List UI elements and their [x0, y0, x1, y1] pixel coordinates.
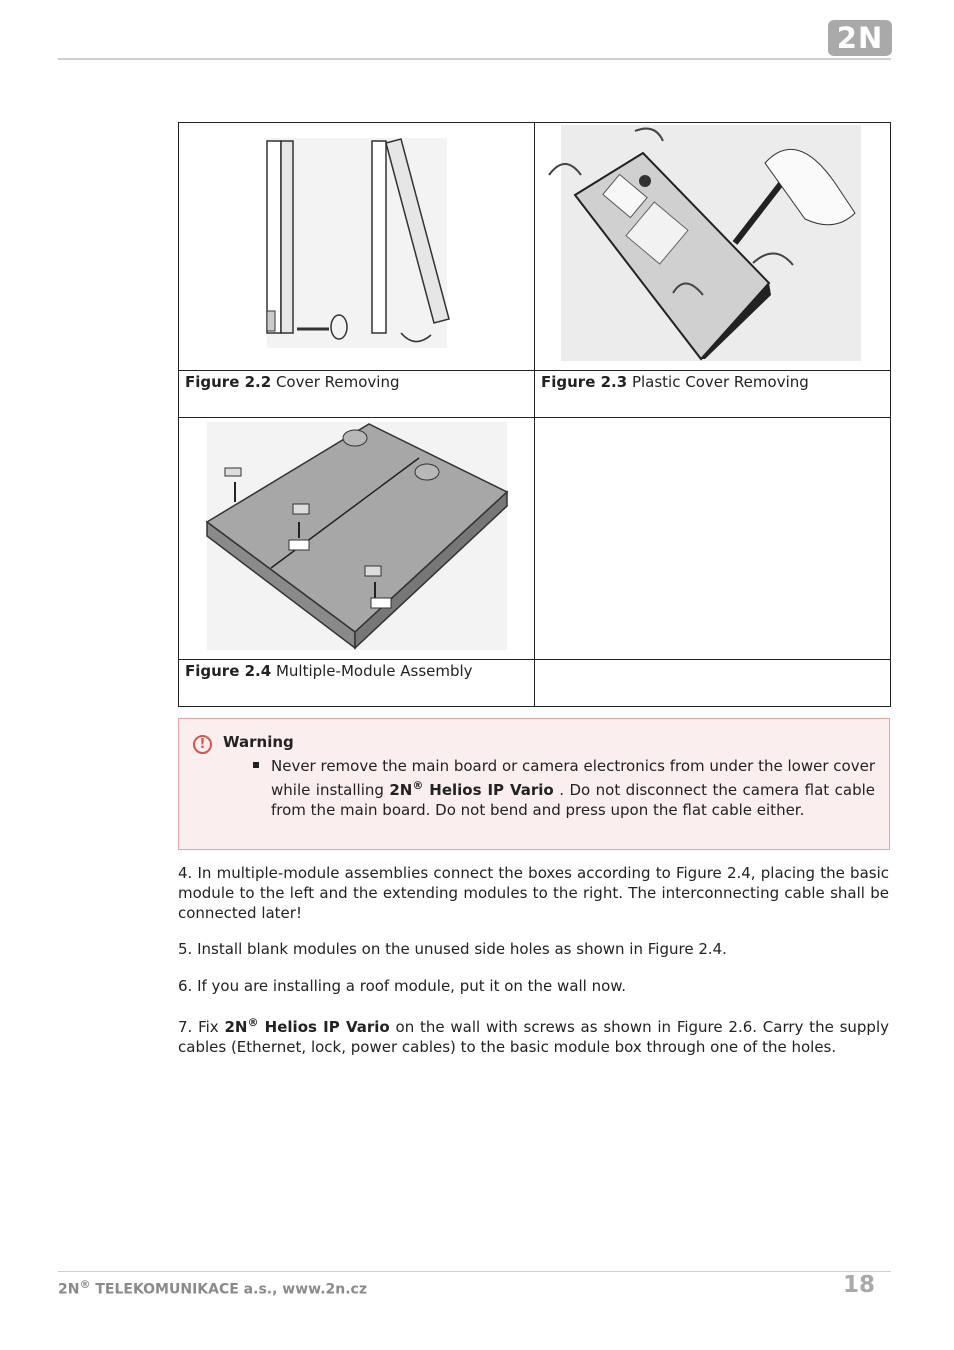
footer-company: 2N® TELEKOMUNIKACE a.s., www.2n.cz — [58, 1278, 367, 1298]
figures-table — [178, 122, 891, 707]
warning-icon: ! — [193, 735, 212, 754]
warning-box — [178, 718, 890, 850]
warning-text: Never remove the main board or camera electronics from under the lower cover while installing 2N® Helios IP Vario . Do not disconnect the camera flat cable from the main board. Do not bend and press upon the flat cable either. — [271, 757, 875, 819]
figure-2-3-caption: Figure 2.3 Plastic Cover Removing — [535, 371, 891, 418]
paragraph-step-5: 5. Install blank modules on the unused side holes as shown in Figure 2.4. — [178, 940, 727, 958]
plastic-cover-removing-illustration — [535, 123, 890, 366]
figure-2-3-image — [535, 123, 891, 371]
figure-2-4-caption: Figure 2.4 Multiple-Module Assembly — [179, 660, 535, 707]
empty-caption-cell — [535, 660, 891, 707]
empty-figure-cell — [535, 418, 891, 660]
footer-divider — [58, 1271, 891, 1272]
figure-2-2-image — [179, 123, 535, 371]
multiple-module-assembly-illustration — [179, 418, 534, 655]
paragraph-step-7: 7. Fix 2N® Helios IP Vario on the wall with screws as shown in Figure 2.6. Carry the supply cables (Ethernet, lock, power cables) to the basic module box through one of the holes. — [178, 1016, 889, 1056]
figure-2-4-image — [179, 418, 535, 660]
paragraph-step-4: 4. In multiple-module assemblies connect the boxes according to Figure 2.4, placing the basic module to the left and the extending modules to the right. The interconnecting cable shall be connected later! — [178, 864, 889, 922]
bullet-icon — [253, 762, 259, 768]
paragraph-step-6: 6. If you are installing a roof module, put it on the wall now. — [178, 977, 626, 995]
cover-removing-illustration — [179, 123, 534, 366]
warning-title: Warning — [223, 733, 294, 751]
2n-logo: 2N — [828, 20, 892, 56]
header-divider — [58, 58, 891, 60]
page-number: 18 — [843, 1272, 876, 1298]
figure-2-2-caption: Figure 2.2 Cover Removing — [179, 371, 535, 418]
